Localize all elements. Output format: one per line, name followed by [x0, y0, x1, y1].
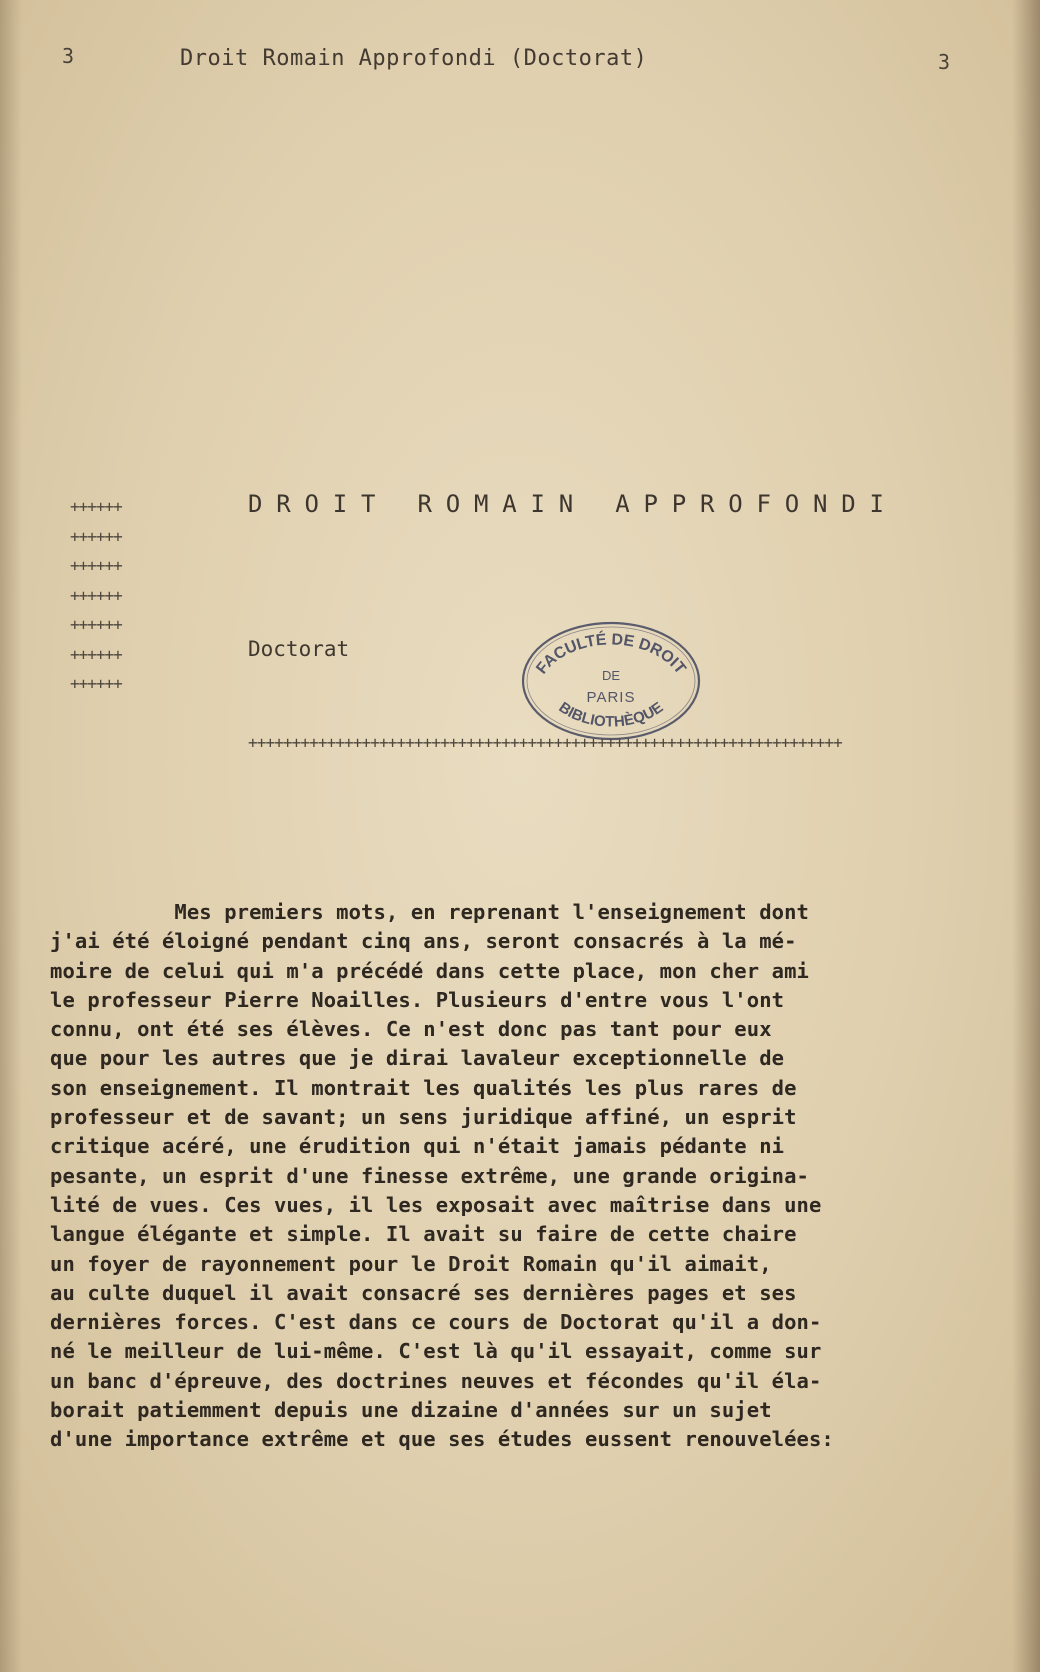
body-line: d'une importance extrême et que ses études eussent renouvelées:	[50, 1427, 834, 1452]
body-line: que pour les autres que je dirai lavaleur exceptionnelle de	[50, 1046, 785, 1071]
body-line: un foyer de rayonnement pour le Droit Romain qu'il aimait,	[50, 1251, 772, 1276]
body-line: langue élégante et simple. Il avait su faire de cette chaire	[50, 1222, 797, 1247]
body-line: moire de celui qui m'a précédé dans cette place, mon cher ami	[50, 958, 809, 983]
ornament-row: ++++++	[70, 644, 122, 664]
body-paragraph	[50, 898, 970, 1455]
ornament-row: ++++++	[70, 497, 122, 516]
body-line: borait patiemment depuis une dizaine d'années sur un sujet	[50, 1398, 772, 1423]
page-number-left: 3	[62, 44, 75, 68]
stamp-text-bottom: BIBLIOTHÈQUE	[555, 698, 667, 731]
ornament-column	[70, 492, 170, 699]
body-line: connu, ont été ses élèves. Ce n'est donc pas tant pour eux	[50, 1017, 772, 1042]
document-subtitle: Doctorat	[248, 637, 350, 661]
body-line: critique acéré, une érudition qui n'était jamais pédante ni	[50, 1134, 785, 1159]
body-line: né le meilleur de lui-même. C'est là qu'il essayait, comme sur	[50, 1339, 822, 1364]
ornament-row: ++++++	[70, 585, 122, 605]
stamp-text-paris: PARIS	[586, 689, 636, 706]
ornament-row: ++++++	[70, 556, 122, 575]
body-line: j'ai été éloigné pendant cinq ans, seront consacrés à la mé-	[50, 929, 797, 954]
stamp-text-de: DE	[601, 668, 621, 683]
body-line: au culte duquel il avait consacré ses dernières pages et ses	[50, 1280, 797, 1305]
body-line: lité de vues. Ces vues, il les exposait avec maîtrise dans une	[50, 1192, 822, 1217]
ornament-row: ++++++	[70, 615, 122, 634]
ornament-row: ++++++	[70, 526, 122, 546]
ornament-row: ++++++	[70, 674, 122, 693]
document-title: DROIT ROMAIN APPROFONDI	[248, 490, 898, 518]
decorative-rule: ++++++++++++++++++++++++++++++++++++++++++++++++++++++++++++++++++++	[248, 733, 842, 752]
page-edge-shadow-right	[1012, 0, 1040, 1672]
body-line: un banc d'épreuve, des doctrines neuves et fécondes qu'il éla-	[50, 1368, 822, 1393]
library-stamp	[518, 618, 704, 744]
page-edge-shadow-left	[0, 0, 22, 1672]
body-line: pesante, un esprit d'une finesse extrême, une grande origina-	[50, 1163, 809, 1188]
body-line: dernières forces. C'est dans ce cours de Doctorat qu'il a don-	[50, 1310, 822, 1335]
body-line: son enseignement. Il montrait les qualités les plus rares de	[50, 1075, 797, 1100]
body-line: le professeur Pierre Noailles. Plusieurs d'entre vous l'ont	[50, 987, 785, 1012]
running-header-title: Droit Romain Approfondi (Doctorat)	[180, 46, 648, 71]
stamp-text-top: FACULTÉ DE DROIT	[533, 631, 689, 678]
page-number-right: 3	[938, 50, 951, 74]
body-line: professeur et de savant; un sens juridique affiné, un esprit	[50, 1105, 797, 1130]
body-line: Mes premiers mots, en reprenant l'enseignement dont	[50, 900, 809, 924]
